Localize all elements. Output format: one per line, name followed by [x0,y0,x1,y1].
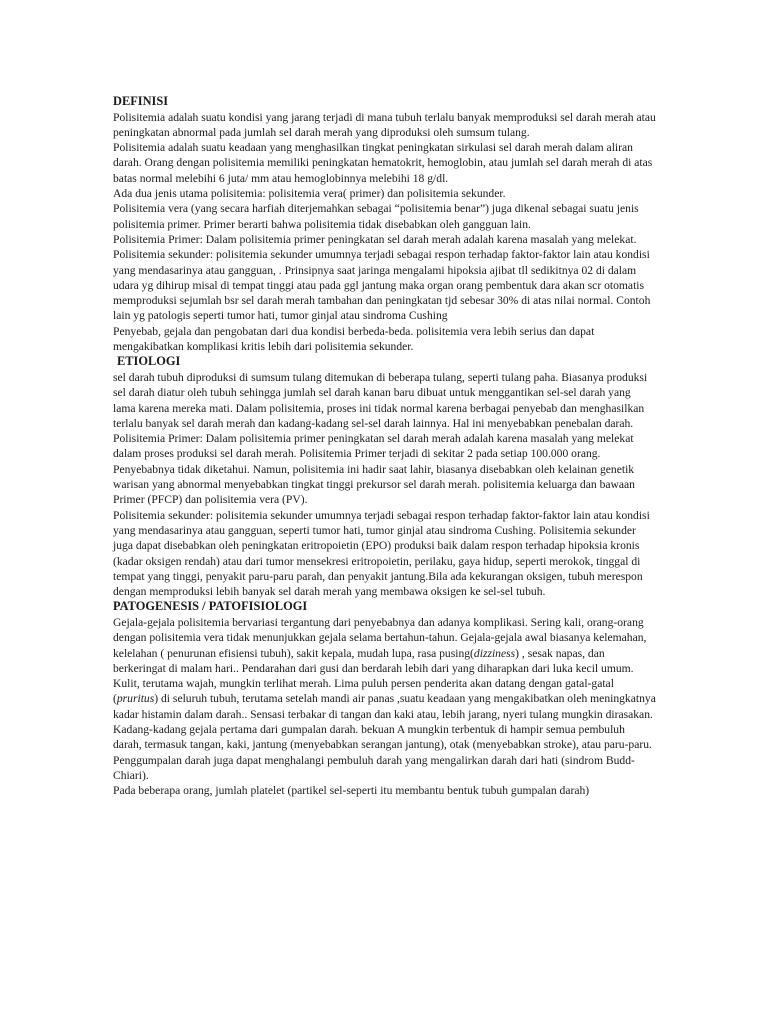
text-run: Pada beberapa orang, jumlah platelet (partikel sel-seperti itu membantu bentuk tubuh gumpalan darah) [113,784,590,798]
paragraph: Polisitemia adalah suatu keadaan yang menghasilkan tingkat peningkatan sirkulasi sel darah merah dalam aliran darah. Orang dengan polisitemia memiliki peningkatan hematokrit, hemoglobin, atau jumlah sel darah merah di atas batas normal melebihi 6 juta/ mm atau hemoglobinnya melebihi 18 g/dl. [113,141,653,185]
paragraph [113,783,656,798]
paragraph: Polisitemia sekunder: polisitemia sekunder umumnya terjadi sebagai respon terhadap faktor-faktor lain atau kondisi yang mendasarinya atau gangguan, seperti tumor hati, tumor ginjal atau sindroma Cushing. Polisitemia sekunder juga dapat disebabkan oleh peningkatan eritropoietin (EPO) produksi baik dalam respon terhadap hipoksia kronis (kadar oksigen rendah) atau dari tumor mensekresi eritropoietin, perilaku, gaya hidup, seperti merokok, tinggal di tempat yang tinggi, penyakit paru-paru parah, dan penyakit jantung.Bila ada kekurangan oksigen, tubuh merespon dengan memproduksi lebih banyak sel darah merah yang membawa oksigen ke sel-sel tubuh. [113,508,650,599]
paragraph: Polisitemia Primer: Dalam polisitemia primer peningkatan sel darah merah adalah karena masalah yang melekat. [113,232,637,246]
text-run: ) , sesak napas, dan berkeringat di malam hari.. Pendarahan dari gusi dan berdarah lebih dari yang diharapkan dari luka kecil umum. Kulit, terutama wajah, mungkin terlihat merah. Lima puluh persen penderita akan datang dengan gatal-gatal ( [113,646,634,706]
italic-term: dizziness [473,646,516,660]
paragraph: sel darah tubuh diproduksi di sumsum tulang ditemukan di beberapa tulang, seperti tulang paha. Biasanya produksi sel darah diatur oleh tubuh sehingga jumlah sel darah kanan baru dibuat untuk menggantikan sel-sel darah yang lama karena mereka mati. Dalam polisitemia, proses ini tidak normal karena berbagai penyebab dan menghasilkan terlalu banyak sel darah merah dan kadang-kadang sel-sel darah lainnya. Hal ini menyebabkan penebalan darah. [113,370,648,430]
text-run: Gejala-gejala polisitemia bervariasi tergantung dari penyebabnya dan adanya komplikasi. Sering kali, orang-orang dengan polisitemia vera tidak menunjukkan gejala selama bertahun-tahun. Gejala-gejala awal biasanya kelemahan, kelelahan ( penurunan efisiensi tubuh), sakit kepala, mudah lupa, rasa pusing( [113,615,647,660]
paragraph: Polisitemia adalah suatu kondisi yang jarang terjadi di mana tubuh terlalu banyak memproduksi sel darah merah atau peningkatan abnormal pada jumlah sel darah merah yang diproduksi oleh sumsum tulang. [113,110,656,139]
paragraph: Polisitemia sekunder: polisitemia sekunder umumnya terjadi sebagai respon terhadap faktor-faktor lain atau kondisi yang mendasarinya atau gangguan, . Prinsipnya saat jaringa mengalami hipoksia ajibat tll sedikitnya 02 di dalam udara yg dihirup misal di tempat tinggi atau pada ggl jantung maka organ orang pembentuk dara akan scr otomatis memproduksi sejumlah bsr sel darah merah tambahan dan peningkatan tjd sebesar 30% di atas nilai normal. Contoh lain yg patologis seperti tumor hati, tumor ginjal atau sindroma Cushing [113,248,651,323]
paragraph [113,722,656,783]
heading-etiologi: ETIOLOGI [117,354,181,369]
heading-patogenesis: PATOGENESIS / PATOFISIOLOGI [113,599,308,614]
paragraph: Ada dua jenis utama polisitemia: polisitemia vera( primer) dan polisitemia sekunder. [113,187,506,201]
italic-term: pruritus [116,692,155,706]
text-run: ) di seluruh tubuh, terutama setelah mandi air panas ,suatu keadaan yang mengakibatkan oleh meningkatnya kadar histamin dalam darah.. Sensasi terbakar di tangan dan kaki atau, lebih jarang, nyeri tulang mungkin dirasakan. [113,692,656,721]
paragraph: Polisitemia vera (yang secara harfiah diterjemahkan sebagai “polisitemia benar”) juga dikenal sebagai suatu jenis polisitemia primer. Primer berarti bahwa polisitemia tidak disebabkan oleh gangguan lain. [113,202,639,231]
heading-definisi: DEFINISI [113,94,169,108]
paragraph: Polisitemia Primer: Dalam polisitemia primer peningkatan sel darah merah adalah karena masalah yang melekat dalam proses produksi sel darah merah. Polisitemia Primer terjadi di sekitar 2 pada setiap 100.000 orang. Penyebabnya tidak diketahui. Namun, polisitemia ini hadir saat lahir, biasanya disebabkan oleh kelainan genetik warisan yang abnormal menyebabkan tingkat tinggi prekursor sel darah merah. polisitemia keluarga dan bawaan Primer (PFCP) dan polisitemia vera (PV). [113,432,635,507]
paragraph: Penyebab, gejala dan pengobatan dari dua kondisi berbeda-beda. polisitemia vera lebih serius dan dapat mengakibatkan komplikasi kritis lebih dari polisitemia sekunder. [113,324,595,354]
text-run: Kadang-kadang gejala pertama dari gumpalan darah. bekuan A mungkin terbentuk di hampir semua pembuluh darah, termasuk tangan, kaki, jantung (menyebabkan serangan jantung), otak (menyebabkan stroke), atau paru-paru. Penggumpalan darah juga dapat menghalangi pembuluh darah yang mengalirkan darah dari hati (sindrom Budd-Chiari). [113,723,652,782]
paragraph [113,615,656,722]
